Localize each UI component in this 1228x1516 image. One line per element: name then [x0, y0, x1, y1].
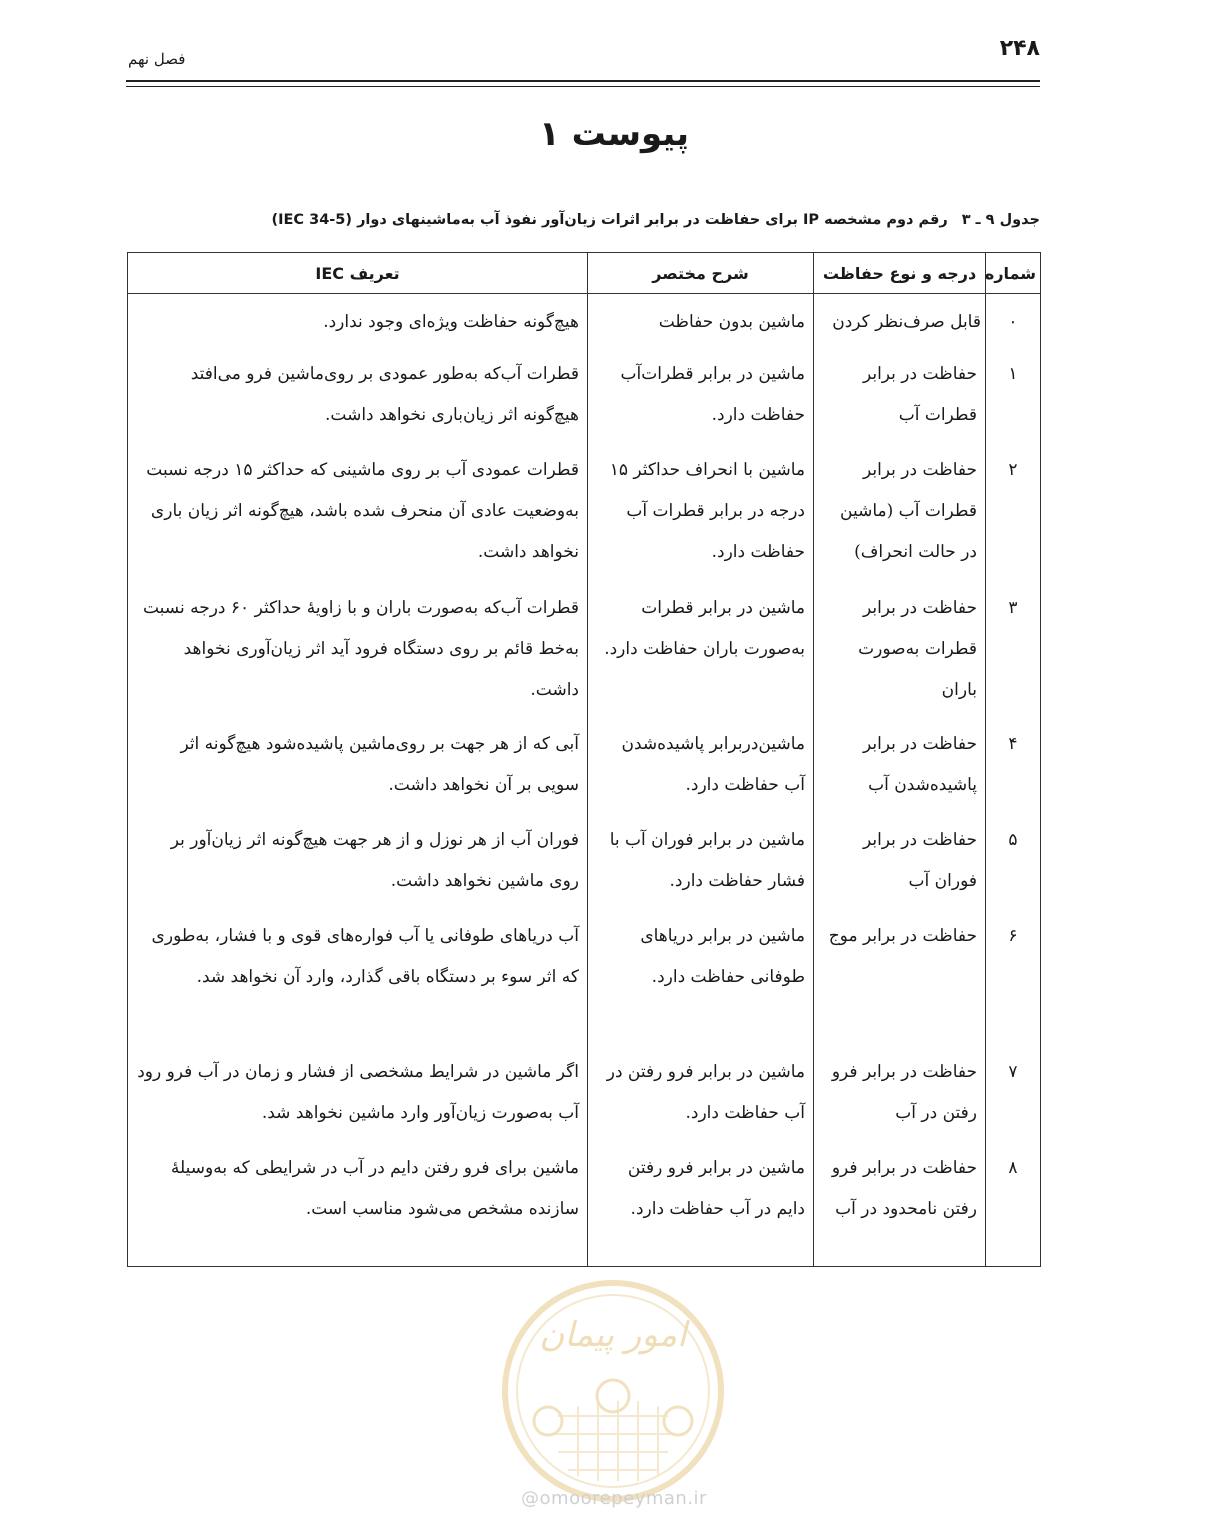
table-row [128, 716, 1041, 812]
row-description: ماشین در برابر قطرات به‌صورت باران حفاظت دارد. [588, 580, 814, 716]
table-caption-text: رقم دوم مشخصه IP برای حفاظت در برابر اثرات زیان‌آور نفوذ آب به‌ماشینهای دوار (IEC 34-5) [271, 212, 948, 228]
table-row [128, 580, 1041, 716]
row-number: ۰ [986, 294, 1041, 346]
table-header-row [128, 253, 1041, 294]
row-degree: حفاظت در برابر موج [814, 908, 986, 1044]
row-description: ماشین در برابر فرو رفتن دایم در آب حفاظت دارد. [588, 1140, 814, 1267]
table-row [128, 1044, 1041, 1140]
row-description: ماشین با انحراف حداکثر ۱۵ درجه در برابر قطرات آب حفاظت دارد. [588, 442, 814, 580]
header-degree: درجه و نوع حفاظت [814, 253, 986, 294]
row-description: ماشین در برابر قطرات‌آب حفاظت دارد. [588, 346, 814, 442]
row-definition: ماشین برای فرو رفتن دایم در آب در شرایطی که به‌وسیلهٔ سازنده مشخص می‌شود مناسب است. [128, 1140, 588, 1267]
row-number: ۴ [986, 716, 1041, 812]
page-number: ۲۴۸ [999, 36, 1040, 61]
row-definition: آبی که از هر جهت بر روی‌ماشین پاشیده‌شود هیچ‌گونه اثر سویی بر آن نخواهد داشت. [128, 716, 588, 812]
row-description: ماشین بدون حفاظت [588, 294, 814, 346]
row-definition: اگر ماشین در شرایط مشخصی از فشار و زمان در آب فرو رود آب به‌صورت زیان‌آور وارد ماشین نخواهد شد. [128, 1044, 588, 1140]
watermark-site: @omoorepeyman.ir [521, 1488, 707, 1509]
row-definition: فوران آب از هر نوزل و از هر جهت هیچ‌گونه اثر زیان‌آور بر روی ماشین نخواهد داشت. [128, 812, 588, 908]
row-degree: حفاظت در برابر فرو رفتن نامحدود در آب [814, 1140, 986, 1267]
row-definition: قطرات آب‌که به‌صورت باران و با زاویهٔ حداکثر ۶۰ درجه نسبت به‌خط قائم بر روی دستگاه فرود آید اثر زیان‌آوری نخواهد داشت. [128, 580, 588, 716]
row-degree: حفاظت در برابر قطرات آب [814, 346, 986, 442]
appendix-title: پیوست ۱ [539, 114, 689, 154]
table-caption [120, 212, 1040, 228]
header-description: شرح مختصر [588, 253, 814, 294]
row-number: ۳ [986, 580, 1041, 716]
row-definition: قطرات آب‌که به‌طور عمودی بر روی‌ماشین فرو می‌افتد هیچ‌گونه اثر زیان‌باری نخواهد داشت. [128, 346, 588, 442]
chapter-label: فصل نهم [128, 50, 186, 68]
row-definition: هیچ‌گونه حفاظت ویژه‌ای وجود ندارد. [128, 294, 588, 346]
row-degree: حفاظت در برابر قطرات به‌صورت باران [814, 580, 986, 716]
table-row [128, 812, 1041, 908]
table-row [128, 294, 1041, 346]
header-number: شماره [986, 253, 1041, 294]
table-row [128, 1140, 1041, 1267]
row-description: ماشین در برابر دریاهای طوفانی حفاظت دارد. [588, 908, 814, 1044]
row-number: ۲ [986, 442, 1041, 580]
header-rule-thin [126, 86, 1040, 87]
header-rule [126, 80, 1040, 82]
row-number: ۸ [986, 1140, 1041, 1267]
row-description: ماشین در برابر فرو رفتن در آب حفاظت دارد. [588, 1044, 814, 1140]
table-caption-label: جدول ۹ ـ ۳ [961, 212, 1040, 228]
row-definition: آب دریاهای طوفانی یا آب فواره‌های قوی و با فشار، به‌طوری که اثر سوء بر دستگاه باقی گذارد، وارد آن نخواهد شد. [128, 908, 588, 1044]
watermark-logo-text: امور پیمان [539, 1315, 687, 1355]
row-degree: حفاظت در برابر فرو رفتن در آب [814, 1044, 986, 1140]
row-description: ماشین در برابر فوران آب با فشار حفاظت دارد. [588, 812, 814, 908]
row-degree: حفاظت در برابر پاشیده‌شدن آب [814, 716, 986, 812]
table-row [128, 908, 1041, 1044]
row-degree: قابل صرف‌نظر کردن [814, 294, 986, 346]
row-description: ماشین‌دربرابر پاشیده‌شدن آب حفاظت دارد. [588, 716, 814, 812]
row-definition: قطرات عمودی آب بر روی ماشینی که حداکثر ۱۵ درجه نسبت به‌وضعیت عادی آن منحرف شده باشد، هیچ‌گونه اثر زیان باری نخواهد داشت. [128, 442, 588, 580]
watermark-logo [498, 1276, 728, 1506]
row-number: ۱ [986, 346, 1041, 442]
row-number: ۷ [986, 1044, 1041, 1140]
table-row [128, 346, 1041, 442]
row-degree: حفاظت در برابر قطرات آب (ماشین در حالت انحراف) [814, 442, 986, 580]
row-number: ۶ [986, 908, 1041, 1044]
table-row [128, 442, 1041, 580]
row-number: ۵ [986, 812, 1041, 908]
header-iec-definition: تعریف IEC [128, 253, 588, 294]
row-degree: حفاظت در برابر فوران آب [814, 812, 986, 908]
ip-protection-table [127, 252, 1041, 1267]
